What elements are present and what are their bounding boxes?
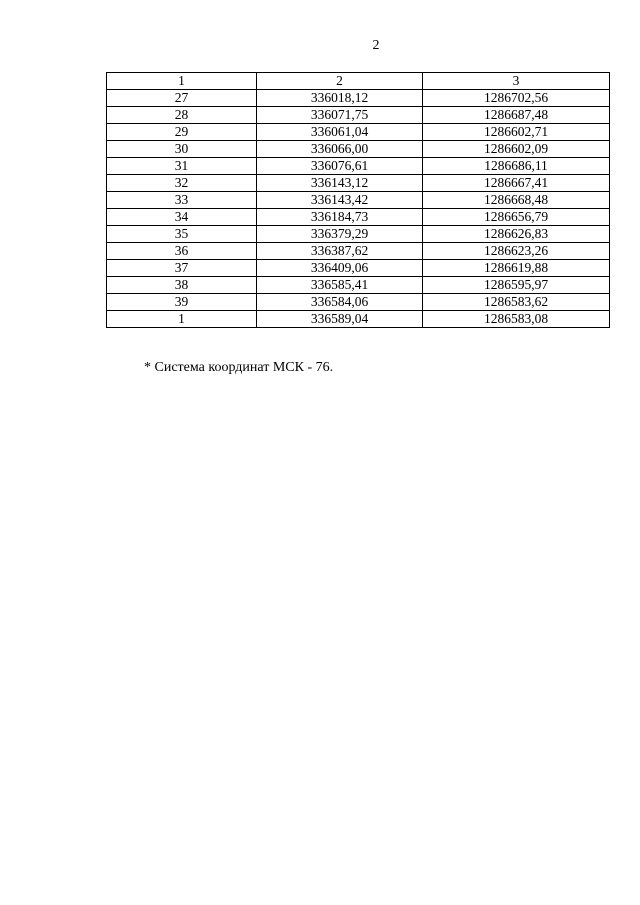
cell-point-number: 27 [107,90,257,107]
cell-point-number: 28 [107,107,257,124]
cell-x-coordinate: 336585,41 [257,277,423,294]
table-row [107,294,610,311]
table-row [107,124,610,141]
table-body [107,90,610,328]
cell-x-coordinate: 336143,42 [257,192,423,209]
cell-y-coordinate: 1286583,62 [423,294,610,311]
column-header-x: 2 [257,73,423,90]
cell-x-coordinate: 336589,04 [257,311,423,328]
cell-point-number: 29 [107,124,257,141]
cell-x-coordinate: 336066,00 [257,141,423,158]
table-row [107,107,610,124]
cell-x-coordinate: 336184,73 [257,209,423,226]
cell-x-coordinate: 336061,04 [257,124,423,141]
column-header-point: 1 [107,73,257,90]
cell-y-coordinate: 1286667,41 [423,175,610,192]
cell-x-coordinate: 336584,06 [257,294,423,311]
cell-y-coordinate: 1286702,56 [423,90,610,107]
cell-y-coordinate: 1286595,97 [423,277,610,294]
cell-point-number: 36 [107,243,257,260]
cell-point-number: 32 [107,175,257,192]
table-row [107,260,610,277]
cell-x-coordinate: 336409,06 [257,260,423,277]
table-row [107,209,610,226]
cell-y-coordinate: 1286668,48 [423,192,610,209]
cell-point-number: 30 [107,141,257,158]
cell-point-number: 1 [107,311,257,328]
cell-y-coordinate: 1286623,26 [423,243,610,260]
table-row [107,226,610,243]
cell-x-coordinate: 336143,12 [257,175,423,192]
cell-point-number: 34 [107,209,257,226]
table-row [107,90,610,107]
table-row [107,141,610,158]
column-header-y: 3 [423,73,610,90]
table-row [107,243,610,260]
cell-y-coordinate: 1286656,79 [423,209,610,226]
cell-y-coordinate: 1286686,11 [423,158,610,175]
footnote: * Система координат МСК - 76. [144,360,334,375]
coordinates-table [106,72,610,328]
cell-point-number: 35 [107,226,257,243]
cell-y-coordinate: 1286583,08 [423,311,610,328]
page-number: 2 [372,38,380,53]
table-row [107,192,610,209]
cell-point-number: 39 [107,294,257,311]
cell-point-number: 38 [107,277,257,294]
cell-y-coordinate: 1286626,83 [423,226,610,243]
table-row [107,158,610,175]
cell-y-coordinate: 1286619,88 [423,260,610,277]
cell-point-number: 33 [107,192,257,209]
cell-y-coordinate: 1286687,48 [423,107,610,124]
table-row [107,277,610,294]
cell-x-coordinate: 336387,62 [257,243,423,260]
cell-x-coordinate: 336071,75 [257,107,423,124]
cell-x-coordinate: 336379,29 [257,226,423,243]
table-header-row [107,73,610,90]
table-row [107,175,610,192]
cell-x-coordinate: 336076,61 [257,158,423,175]
cell-point-number: 31 [107,158,257,175]
cell-point-number: 37 [107,260,257,277]
cell-y-coordinate: 1286602,09 [423,141,610,158]
cell-x-coordinate: 336018,12 [257,90,423,107]
cell-y-coordinate: 1286602,71 [423,124,610,141]
table-row [107,311,610,328]
